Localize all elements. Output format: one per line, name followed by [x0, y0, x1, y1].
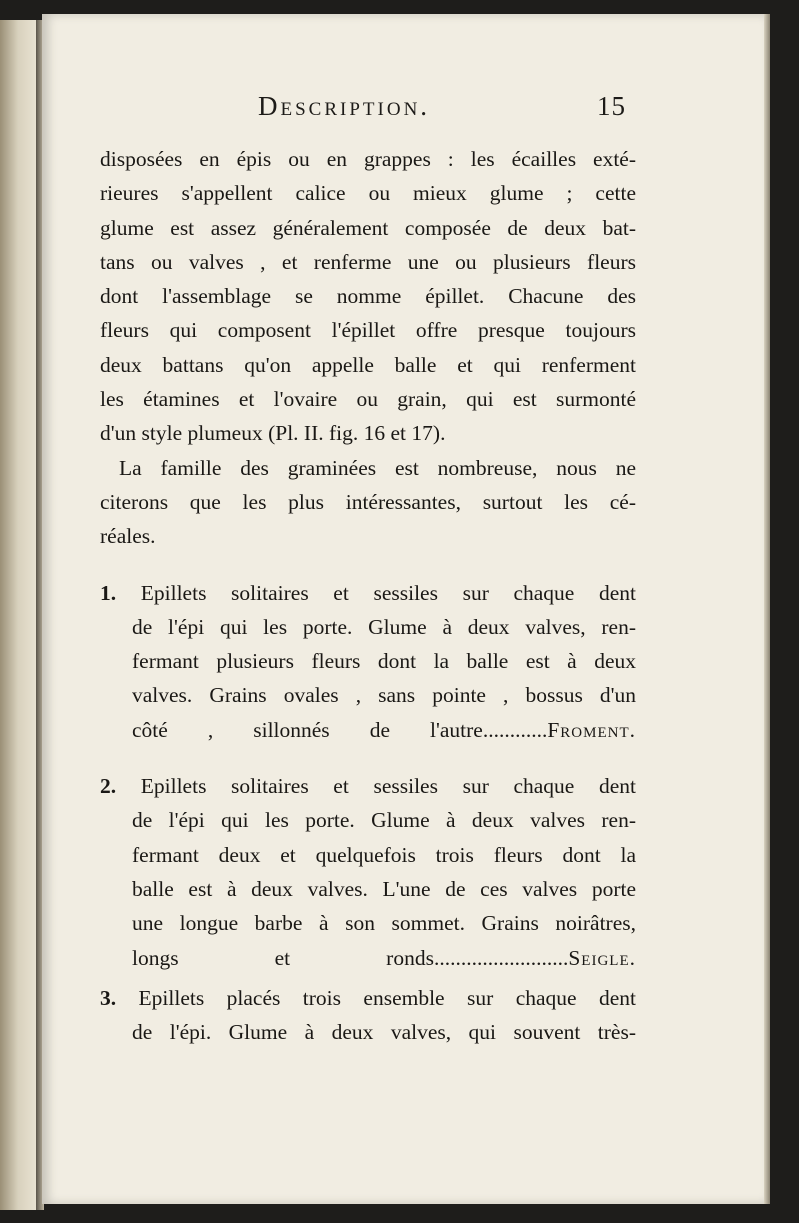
text-line: les étamines et l'ovaire ou grain, qui est surmonté [100, 387, 636, 412]
item-name: Seigle. [568, 945, 636, 970]
page-body [100, 142, 636, 1049]
list-item [100, 769, 636, 975]
page-header [42, 91, 764, 131]
text-line: fermant plusieurs fleurs dont la balle est à deux [132, 649, 636, 674]
page-edge [764, 14, 770, 1204]
running-title: Description. [258, 91, 431, 121]
paragraph [100, 451, 636, 554]
item-number: 2. [100, 774, 117, 799]
text-line: réales. [100, 524, 156, 549]
text-line: d'un style plumeux (Pl. II. fig. 16 et 17). [100, 421, 446, 446]
text-line: rieures s'appellent calice ou mieux glume ; cette [100, 181, 636, 206]
text-line: dont l'assemblage se nomme épillet. Chacune des [100, 284, 636, 309]
text-line: glume est assez généralement composée de deux bat- [100, 215, 636, 240]
text-line: une longue barbe à son sommet. Grains noirâtres, [132, 911, 636, 936]
text-line [132, 713, 636, 747]
item-number: 3. [100, 985, 117, 1010]
list-item [100, 981, 636, 1050]
text-line: de l'épi qui les porte. Glume à deux valves ren- [132, 808, 636, 833]
book-page [42, 14, 764, 1204]
text-line: deux battans qu'on appelle balle et qui renferment [100, 352, 636, 377]
item-text: Epillets solitaires et sessiles sur chaque dent [140, 774, 636, 799]
text-line [100, 981, 636, 1015]
text-line: de l'épi. Glume à deux valves, qui souvent très- [132, 1020, 636, 1045]
text-line: valves. Grains ovales , sans pointe , bossus d'un [132, 683, 636, 708]
text-line: fermant deux et quelquefois trois fleurs dont la [132, 842, 636, 867]
text-line: La famille des graminées est nombreuse, nous ne [119, 455, 636, 480]
facing-page-edge [0, 20, 40, 1210]
page-number: 15 [597, 91, 626, 121]
text-line: disposées en épis ou en grappes : les écailles exté- [100, 147, 636, 171]
text-line [132, 941, 636, 975]
text-line: citerons que les plus intéressantes, surtout les cé- [100, 489, 636, 514]
item-text: Epillets solitaires et sessiles sur chaque dent [140, 580, 636, 605]
item-text: longs et ronds......................... [132, 945, 569, 970]
text-line: balle est à deux valves. L'une de ces valves porte [132, 876, 636, 901]
item-text: Epillets placés trois ensemble sur chaque dent [138, 985, 637, 1010]
text-line: tans ou valves , et renferme une ou plusieurs fleurs [100, 249, 636, 274]
text-line: fleurs qui composent l'épillet offre presque toujours [100, 318, 636, 343]
text-line: de l'épi qui les porte. Glume à deux valves, ren- [132, 614, 636, 639]
item-text: côté , sillonnés de l'autre............ [132, 717, 548, 742]
item-number: 1. [100, 580, 117, 605]
item-name: Froment. [547, 717, 636, 742]
text-line [100, 576, 636, 610]
list-item [100, 576, 636, 747]
paragraph [100, 142, 636, 451]
text-line [100, 769, 636, 803]
